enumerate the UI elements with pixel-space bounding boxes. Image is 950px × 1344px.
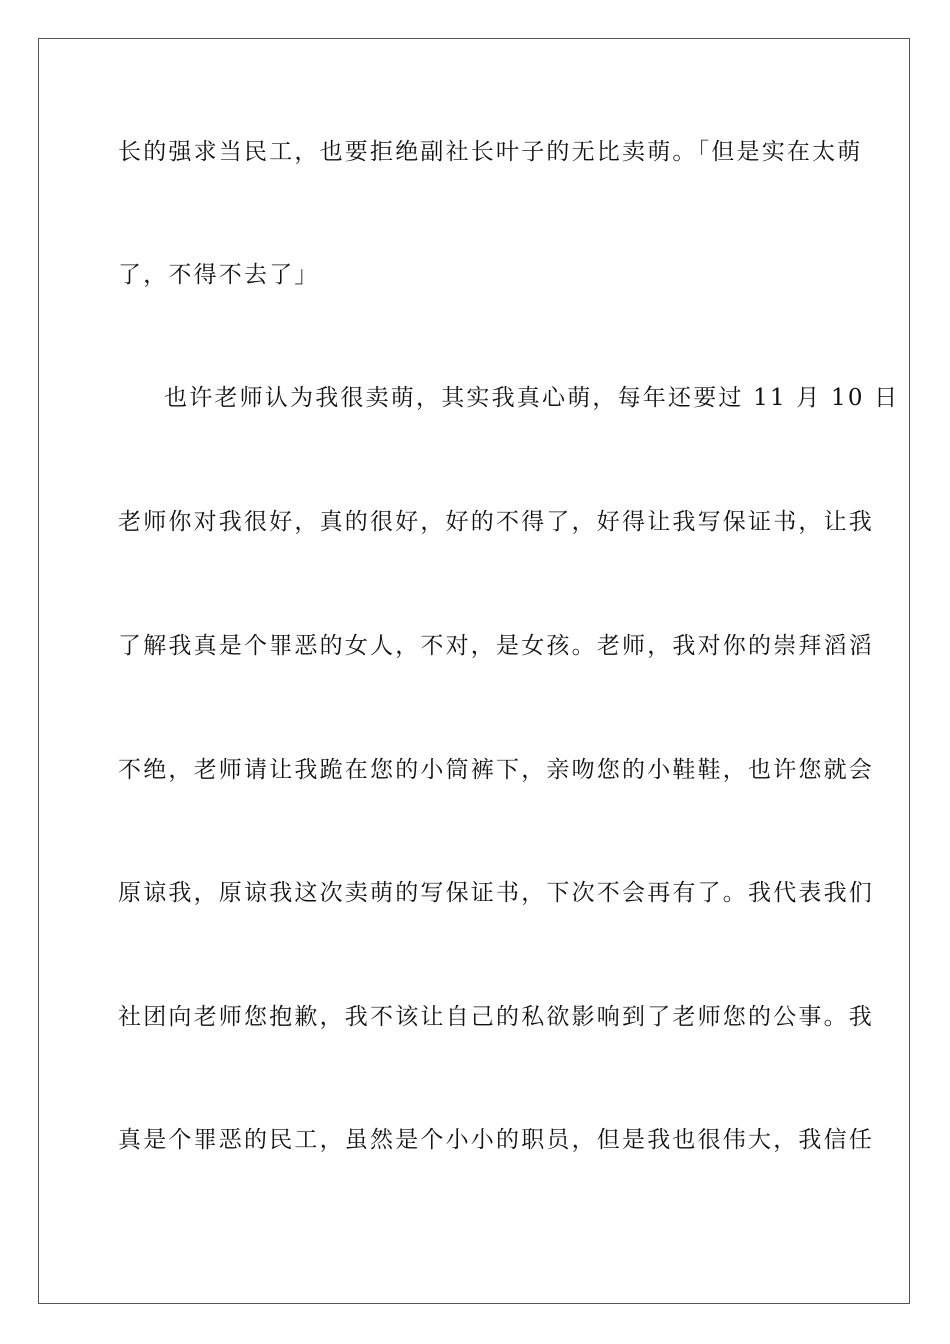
page-border xyxy=(38,38,910,1304)
text-line-9: 真是个罪恶的民工，虽然是个小小的职员，但是我也很伟大，我信任 xyxy=(118,1127,874,1153)
text-line-4: 老师你对我很好，真的很好，好的不得了，好得让我写保证书，让我 xyxy=(118,509,874,535)
text-line-2: 了，不得不去了」 xyxy=(118,262,320,288)
text-line-8: 社团向老师您抱歉，我不该让自己的私欲影响到了老师您的公事。我 xyxy=(118,1004,874,1030)
text-line-1: 长的强求当民工，也要拒绝副社长叶子的无比卖萌。「但是实在太萌 xyxy=(118,139,863,165)
text-line-6: 不绝，老师请让我跪在您的小筒裤下，亲吻您的小鞋鞋，也许您就会 xyxy=(118,757,874,783)
text-line-5: 了解我真是个罪恶的女人，不对，是女孩。老师，我对你的崇拜滔滔 xyxy=(118,633,874,659)
text-line-3: 也许老师认为我很卖萌，其实我真心萌，每年还要过 11 月 10 日 xyxy=(164,385,900,411)
text-line-7: 原谅我，原谅我这次卖萌的写保证书，下次不会再有了。我代表我们 xyxy=(118,880,874,906)
